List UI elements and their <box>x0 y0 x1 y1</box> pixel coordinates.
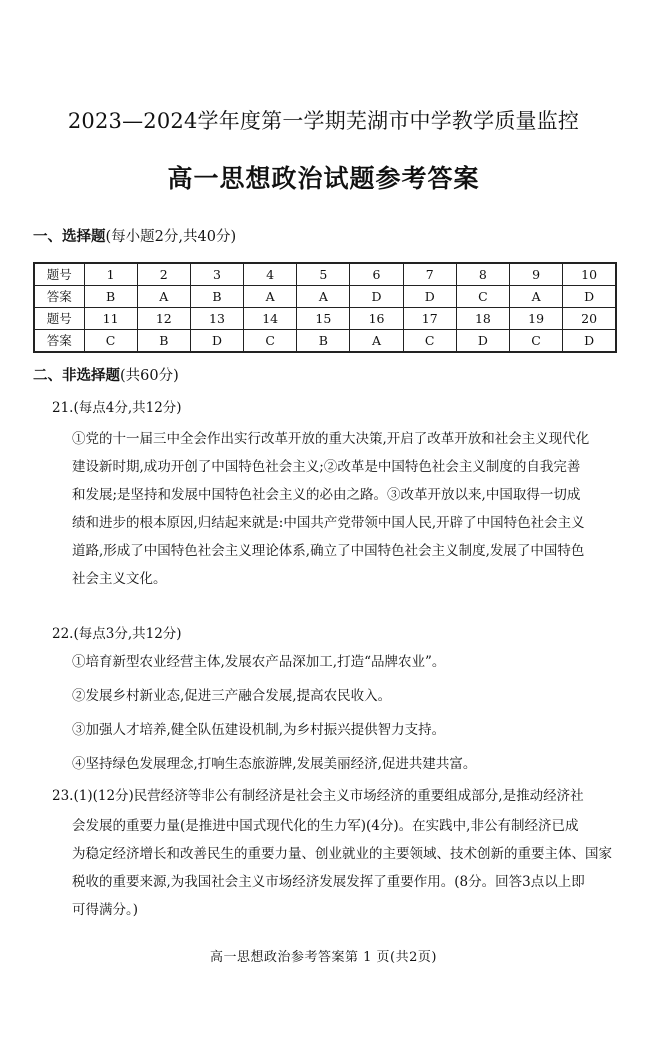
answer-cell: C <box>84 330 137 353</box>
row-header-cell: 答案 <box>34 330 84 353</box>
question-number-cell: 2 <box>137 263 190 286</box>
q23-line: 为稳定经济增长和改善民生的重要力量、创业就业的主要领域、技术创新的重要主体、国家 <box>72 846 612 862</box>
page-footer: 高一思想政治参考答案第 1 页(共2页) <box>210 950 437 965</box>
answer-cell: B <box>84 286 137 308</box>
answer-cell: A <box>297 286 350 308</box>
question-number-cell: 17 <box>403 308 456 330</box>
answer-row <box>34 330 616 353</box>
answer-cell: A <box>244 286 297 308</box>
question-number-cell: 11 <box>84 308 137 330</box>
answer-cell: C <box>510 330 563 353</box>
answer-row <box>34 286 616 308</box>
question-number-cell: 7 <box>403 263 456 286</box>
answer-cell: D <box>350 286 403 308</box>
question-number-cell: 14 <box>244 308 297 330</box>
section1-note: (每小题2分,共40分) <box>105 229 237 245</box>
question-number-row <box>34 308 616 330</box>
question-number-cell: 18 <box>456 308 509 330</box>
answer-cell: C <box>403 330 456 353</box>
section1-heading <box>33 227 236 247</box>
row-header-cell: 题号 <box>34 263 84 286</box>
section1-title: 一、选择题 <box>33 229 106 245</box>
q23-line: 会发展的重要力量(是推进中国式现代化的生力军)(4分)。在实践中,非公有制经济已成 <box>72 818 579 834</box>
q22-point: ①培育新型农业经营主体,发展农产品深加工,打造“品牌农业”。 <box>72 654 446 670</box>
q22-point: ④坚持绿色发展理念,打响生态旅游牌,发展美丽经济,促进共建共富。 <box>72 756 477 772</box>
answer-cell: D <box>563 330 616 353</box>
q23-line: 税收的重要来源,为我国社会主义市场经济发展发挥了重要作用。(8分。回答3点以上即 <box>72 874 585 890</box>
q23-first-line: 23.(1)(12分)民营经济等非公有制经济是社会主义市场经济的重要组成部分,是推动经济社 <box>52 788 584 804</box>
question-number-cell: 20 <box>563 308 616 330</box>
question-number-cell: 16 <box>350 308 403 330</box>
question-number-cell: 4 <box>244 263 297 286</box>
question-number-cell: 19 <box>510 308 563 330</box>
answer-cell: B <box>137 330 190 353</box>
question-number-cell: 1 <box>84 263 137 286</box>
answer-cell: D <box>563 286 616 308</box>
answer-cell: D <box>403 286 456 308</box>
answer-cell: A <box>137 286 190 308</box>
answer-cell: D <box>456 330 509 353</box>
q21-label: 21.(每点4分,共12分) <box>52 400 182 416</box>
answer-cell: A <box>350 330 403 353</box>
row-header-cell: 题号 <box>34 308 84 330</box>
q22-label: 22.(每点3分,共12分) <box>52 626 182 642</box>
question-number-cell: 8 <box>456 263 509 286</box>
question-number-cell: 6 <box>350 263 403 286</box>
question-number-cell: 13 <box>190 308 243 330</box>
q21-answer <box>72 425 617 593</box>
question-number-cell: 12 <box>137 308 190 330</box>
q21-line: 绩和进步的根本原因,归结起来就是:中国共产党带领中国人民,开辟了中国特色社会主义 <box>72 515 585 531</box>
answer-cell: C <box>244 330 297 353</box>
document-title: 高一思想政治试题参考答案 <box>167 164 480 193</box>
section2-note: (共60分) <box>120 368 179 384</box>
q22-point: ③加强人才培养,健全队伍建设机制,为乡村振兴提供智力支持。 <box>72 722 446 738</box>
answer-table <box>33 262 617 353</box>
question-number-cell: 9 <box>510 263 563 286</box>
exam-title: 2023—2024学年度第一学期芜湖市中学教学质量监控 <box>67 109 580 133</box>
question-number-row <box>34 263 616 286</box>
section2-heading <box>33 366 179 386</box>
q21-line: 和发展;是坚持和发展中国特色社会主义的必由之路。③改革开放以来,中国取得一切成 <box>72 487 581 503</box>
q21-line: 建设新时期,成功开创了中国特色社会主义;②改革是中国特色社会主义制度的自我完善 <box>72 459 581 475</box>
q21-line: 社会主义文化。 <box>72 571 167 587</box>
answer-cell: A <box>510 286 563 308</box>
answer-cell: D <box>190 330 243 353</box>
question-number-cell: 3 <box>190 263 243 286</box>
q21-line: 道路,形成了中国特色社会主义理论体系,确立了中国特色社会主义制度,发展了中国特色 <box>72 543 585 559</box>
answer-cell: B <box>297 330 350 353</box>
section2-title: 二、非选择题 <box>33 368 120 384</box>
answer-cell: B <box>190 286 243 308</box>
q21-line: ①党的十一届三中全会作出实行改革开放的重大决策,开启了改革开放和社会主义现代化 <box>72 431 590 447</box>
q22-point: ②发展乡村新业态,促进三产融合发展,提高农民收入。 <box>72 688 392 704</box>
answer-cell: C <box>456 286 509 308</box>
question-number-cell: 15 <box>297 308 350 330</box>
q23-answer <box>72 812 617 924</box>
question-number-cell: 5 <box>297 263 350 286</box>
question-number-cell: 10 <box>563 263 616 286</box>
row-header-cell: 答案 <box>34 286 84 308</box>
q23-line: 可得满分。) <box>72 902 139 918</box>
